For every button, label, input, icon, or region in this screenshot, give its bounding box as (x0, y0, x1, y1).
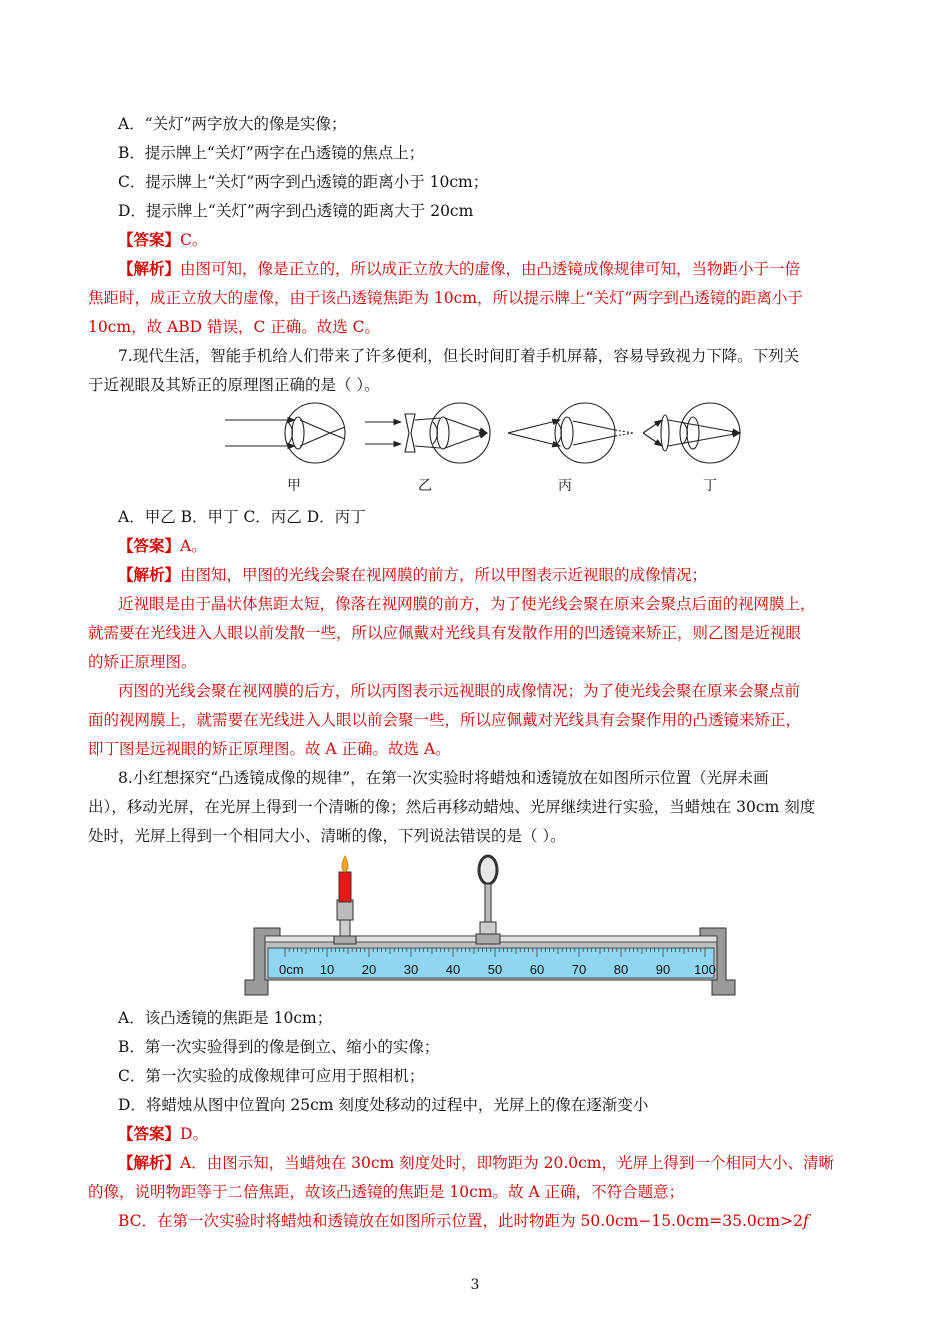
q6-analysis-line-3: 10cm，故 ABD 错误，C 正确。故选 C。 (88, 318, 381, 336)
q8-option-c: C．第一次实验的成像规律可应用于照相机； (118, 1067, 425, 1085)
q7-analysis-line-2: 近视眼是由于晶状体焦距太短，像落在视网膜的前方，为了使光线会聚在原来会聚点后面的视网膜上， (118, 595, 816, 613)
q8-analysis-line-2: 的像，说明物距等于二倍焦距，故该凸透镜的焦距是 10cm。故 A 正确，不符合题意； (88, 1183, 685, 1201)
q8-answer (118, 1124, 208, 1144)
analysis-text: 由图可知，像是正立的，所以成正立放大的虚像，由凸透镜成像规律可知，当物距小于一倍 (180, 260, 801, 278)
ruler-label: 30 (403, 962, 419, 977)
eye-ding (643, 403, 740, 463)
answer-value: A。 (180, 537, 207, 555)
q6-analysis-line-2: 焦距时，成正立放大的虚像，由于该凸透镜焦距为 10cm，所以提示牌上“关灯”两字到凸透镜的距离小于 (88, 289, 803, 307)
ruler-label: 100 (694, 962, 716, 977)
eye-bing (508, 403, 633, 463)
ruler-label: 80 (613, 962, 629, 977)
analysis-text: A．由图示知，当蜡烛在 30cm 刻度处时，即物距为 20.0cm，光屏上得到一个相同大小、清晰 (180, 1154, 834, 1172)
q6-option-a: A．“关灯”两字放大的像是实像； (118, 115, 347, 133)
q7-analysis-line-3: 就需要在光线进入人眼以前发散一些，所以应佩戴对光线具有发散作用的凹透镜来矫正，则乙图是近视眼 (88, 624, 802, 642)
eye-label-jia: 甲 (287, 478, 301, 494)
q8-option-a: A．该凸透镜的焦距是 10cm； (118, 1009, 333, 1027)
ruler-label: 90 (655, 962, 671, 977)
answer-tag: 【答案】 (118, 1124, 181, 1143)
answer-tag: 【答案】 (118, 230, 181, 249)
answer-value: D。 (180, 1125, 208, 1143)
ruler-label: 20 (361, 962, 377, 977)
eye-label-ding: 丁 (703, 478, 717, 494)
q7-analysis-line-1 (118, 565, 707, 585)
q8-analysis-line-1 (118, 1153, 834, 1173)
ruler-label: 70 (571, 962, 587, 977)
analysis-tag: 【解析】 (118, 259, 181, 278)
eye-diagrams-figure (215, 400, 755, 500)
analysis-text: 由图知，甲图的光线会聚在视网膜的前方，所以甲图表示近视眼的成像情况； (180, 566, 708, 584)
q8-stem-line-2: 出），移动光屏，在光屏上得到一个清晰的像；然后再移动蜡烛、光屏继续进行实验，当蜡烛在 30cm 刻度 (88, 798, 816, 816)
q6-analysis-line-1 (118, 259, 800, 279)
q7-options: A．甲乙 B．甲丁 C．丙乙 D．丙丁 (118, 508, 366, 526)
q8-stem-line-1: 8.小红想探究“凸透镜成像的规律”，在第一次实验时将蜡烛和透镜放在如图所示位置（光屏未画 (118, 769, 769, 787)
ruler-label: 50 (487, 962, 503, 977)
q8-option-d: D．将蜡烛从图中位置向 25cm 刻度处移动的过程中，光屏上的像在逐渐变小 (118, 1096, 649, 1114)
analysis-text: BC．在第一次实验时将蜡烛和透镜放在如图所示位置，此时物距为 50.0cm−15.0cm=35.0cm>2 (118, 1212, 803, 1230)
convex-lens (476, 856, 500, 944)
q8-stem-line-3: 处时，光屏上得到一个相同大小、清晰的像，下列说法错误的是（ ）。 (88, 827, 566, 845)
q7-analysis-line-7: 即丁图是远视眼的矫正原理图。故 A 正确。故选 A。 (88, 740, 451, 758)
candle (334, 856, 356, 944)
q6-option-b: B．提示牌上“关灯”两字在凸透镜的焦点上； (118, 144, 425, 162)
q7-answer (118, 536, 207, 556)
q7-analysis-line-6: 面的视网膜上，就需要在光线进入人眼以前会聚一些，所以应佩戴对光线具有会聚作用的凸透镜来矫正， (88, 711, 802, 729)
ruler-label: 10 (319, 962, 335, 977)
q7-stem-line-1: 7.现代生活，智能手机给人们带来了许多便利，但长时间盯着手机屏幕，容易导致视力下降。下列关 (118, 347, 800, 365)
focal-length-symbol: f (802, 1212, 809, 1230)
q6-answer (118, 230, 207, 250)
analysis-tag: 【解析】 (118, 565, 181, 584)
answer-value: C。 (180, 231, 208, 249)
eye-label-bing: 丙 (558, 478, 572, 494)
q6-option-c: C．提示牌上“关灯”两字到凸透镜的距离小于 10cm； (118, 173, 489, 191)
answer-tag: 【答案】 (118, 536, 181, 555)
q8-option-b: B．第一次实验得到的像是倒立、缩小的实像； (118, 1038, 440, 1056)
q6-option-d: D．提示牌上“关灯”两字到凸透镜的距离大于 20cm (118, 202, 474, 220)
ruler-label: 60 (529, 962, 545, 977)
optical-bench-figure (240, 850, 740, 1000)
ruler-label: 40 (445, 962, 461, 977)
analysis-tag: 【解析】 (118, 1153, 181, 1172)
q8-analysis-line-3 (118, 1211, 809, 1231)
eye-jia (225, 403, 345, 463)
ruler-label: 0cm (279, 962, 304, 977)
q7-stem-line-2: 于近视眼及其矫正的原理图正确的是（ ）。 (88, 376, 380, 394)
q7-analysis-line-5: 丙图的光线会聚在视网膜的后方，所以丙图表示远视眼的成像情况；为了使光线会聚在原来会聚点前 (118, 682, 801, 700)
q7-analysis-line-4: 的矫正原理图。 (88, 653, 197, 671)
eye-label-yi: 乙 (418, 478, 432, 494)
eye-yi (365, 403, 490, 463)
page-number: 3 (470, 1277, 480, 1293)
